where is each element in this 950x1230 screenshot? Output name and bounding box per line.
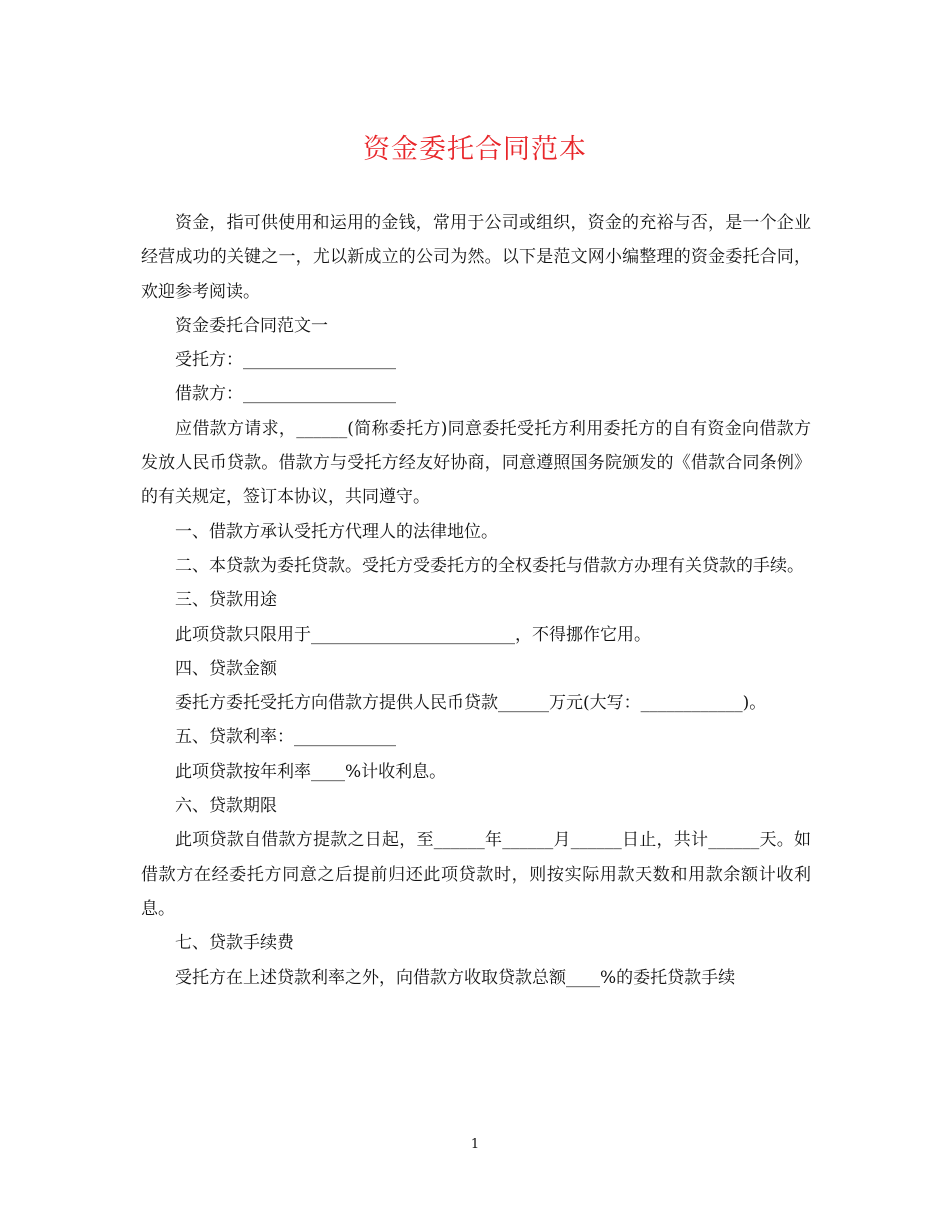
clause-3-text: 此项贷款只限用于________________________，不得挪作它用。	[175, 624, 651, 645]
preamble-paragraph: 应借款方请求，______(简称委托方)同意委托受托方利用委托方的自有资金向借款方发放人民币贷款。借款方与受托方经友好协商，同意遵照国务院颁发的《借款合同条例》的有关规定，签订本协议，共同遵守。	[141, 418, 811, 508]
intro-paragraph: 资金，指可供使用和运用的金钱，常用于公司或组织，资金的充裕与否，是一个企业经营成功的关键之一，尤以新成立的公司为然。以下是范文网小编整理的资金委托合同，欢迎参考阅读。	[141, 213, 811, 302]
trustee-line: 受托方：__________________	[175, 350, 396, 371]
clause-1: 一、借款方承认受托方代理人的法律地位。	[175, 521, 498, 542]
clause-2: 二、本贷款为委托贷款。受托方受委托方的全权委托与借款方办理有关贷款的手续。	[175, 555, 804, 576]
clause-7-text: 受托方在上述贷款利率之外，向借款方收取贷款总额____%的委托贷款手续	[175, 967, 736, 988]
clause-6-text: 此项贷款自借款方提款之日起，至______年______月______日止，共计______天。如借款方在经委托方同意之后提前归还此项贷款时，则按实际用款天数和用款余额计收利息。	[141, 830, 811, 919]
clause-5-text: 此项贷款按年利率____%计收利息。	[175, 761, 447, 782]
clause-7-heading: 七、贷款手续费	[175, 933, 294, 954]
clause-5-heading: 五、贷款利率：____________	[175, 727, 396, 748]
clause-3-heading: 三、贷款用途	[175, 590, 277, 611]
sample-heading: 资金委托合同范文一	[175, 315, 328, 336]
clause-4-heading: 四、贷款金额	[175, 658, 277, 679]
document-title: 资金委托合同范本	[363, 134, 587, 165]
clause-4-text: 委托方委托受托方向借款方提供人民币贷款______万元(大写：____________)。	[175, 693, 767, 714]
page-number: 1	[470, 1137, 480, 1152]
document-body	[141, 206, 811, 995]
clause-6-heading: 六、贷款期限	[175, 796, 277, 817]
borrower-line: 借款方：__________________	[175, 384, 396, 405]
